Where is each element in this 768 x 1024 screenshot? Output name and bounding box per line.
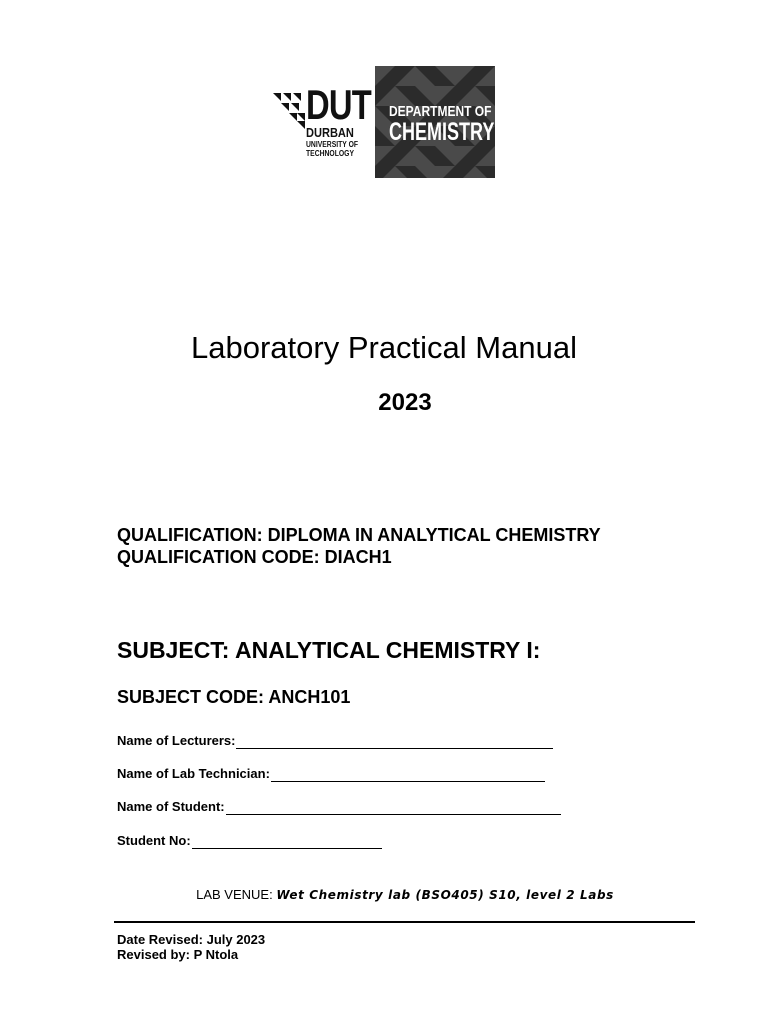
pattern-triangle bbox=[415, 166, 435, 178]
pattern-triangle bbox=[435, 66, 455, 86]
pattern-triangle bbox=[415, 146, 435, 166]
university-name-line3: TECHNOLOGY bbox=[306, 149, 354, 158]
pattern-triangle bbox=[475, 166, 495, 178]
student-name-blank-line[interactable] bbox=[226, 801, 561, 815]
footer-divider bbox=[114, 921, 695, 923]
lab-venue-value: Wet Chemistry lab (BSO405) S10, level 2 Labs bbox=[276, 888, 614, 902]
date-revised: Date Revised: July 2023 bbox=[117, 932, 266, 947]
dut-wordmark: DUT bbox=[306, 81, 371, 128]
technician-label: Name of Lab Technician: bbox=[117, 766, 270, 781]
pattern-triangle bbox=[395, 66, 415, 86]
qualification-name: QUALIFICATION: DIPLOMA IN ANALYTICAL CHEMISTRY bbox=[117, 525, 601, 545]
qualification-code: QUALIFICATION CODE: DIACH1 bbox=[117, 547, 392, 567]
technician-blank-line[interactable] bbox=[271, 768, 545, 782]
subject-name: SUBJECT: ANALYTICAL CHEMISTRY I: bbox=[117, 637, 541, 663]
department-label: DEPARTMENT OF bbox=[389, 103, 492, 120]
pattern-triangle bbox=[455, 66, 475, 86]
pattern-triangle bbox=[455, 166, 475, 178]
university-name-line2: UNIVERSITY OF bbox=[306, 140, 359, 149]
lab-venue-label: LAB VENUE: bbox=[196, 887, 277, 902]
lecturers-blank-line[interactable] bbox=[236, 735, 553, 749]
document-year: 2023 bbox=[378, 389, 432, 416]
pattern-triangle bbox=[375, 146, 395, 166]
lab-venue bbox=[0, 887, 768, 903]
student-name-label: Name of Student: bbox=[117, 799, 225, 814]
revised-by: Revised by: P Ntola bbox=[117, 947, 239, 962]
pattern-triangle bbox=[375, 166, 395, 178]
department-name: CHEMISTRY bbox=[389, 118, 495, 146]
pattern-triangle bbox=[375, 66, 395, 86]
lecturers-label: Name of Lecturers: bbox=[117, 733, 236, 748]
student-no-blank-line[interactable] bbox=[192, 835, 382, 849]
pattern-triangle bbox=[395, 146, 415, 166]
student-name-field bbox=[117, 799, 561, 815]
student-no-label: Student No: bbox=[117, 833, 191, 848]
technician-field bbox=[117, 766, 545, 782]
pattern-triangle bbox=[435, 166, 455, 178]
pattern-triangle bbox=[475, 146, 495, 166]
university-name-line1: DURBAN bbox=[306, 125, 354, 140]
pattern-triangle bbox=[475, 66, 495, 86]
dut-logo-mark-icon bbox=[273, 93, 305, 129]
subject-code: SUBJECT CODE: ANCH101 bbox=[117, 687, 351, 707]
pattern-triangle bbox=[435, 146, 455, 166]
document-title: Laboratory Practical Manual bbox=[191, 330, 577, 365]
student-no-field bbox=[117, 833, 382, 849]
pattern-triangle bbox=[455, 146, 475, 166]
pattern-triangle bbox=[395, 166, 415, 178]
lecturers-field bbox=[117, 733, 553, 749]
pattern-triangle bbox=[415, 66, 435, 86]
